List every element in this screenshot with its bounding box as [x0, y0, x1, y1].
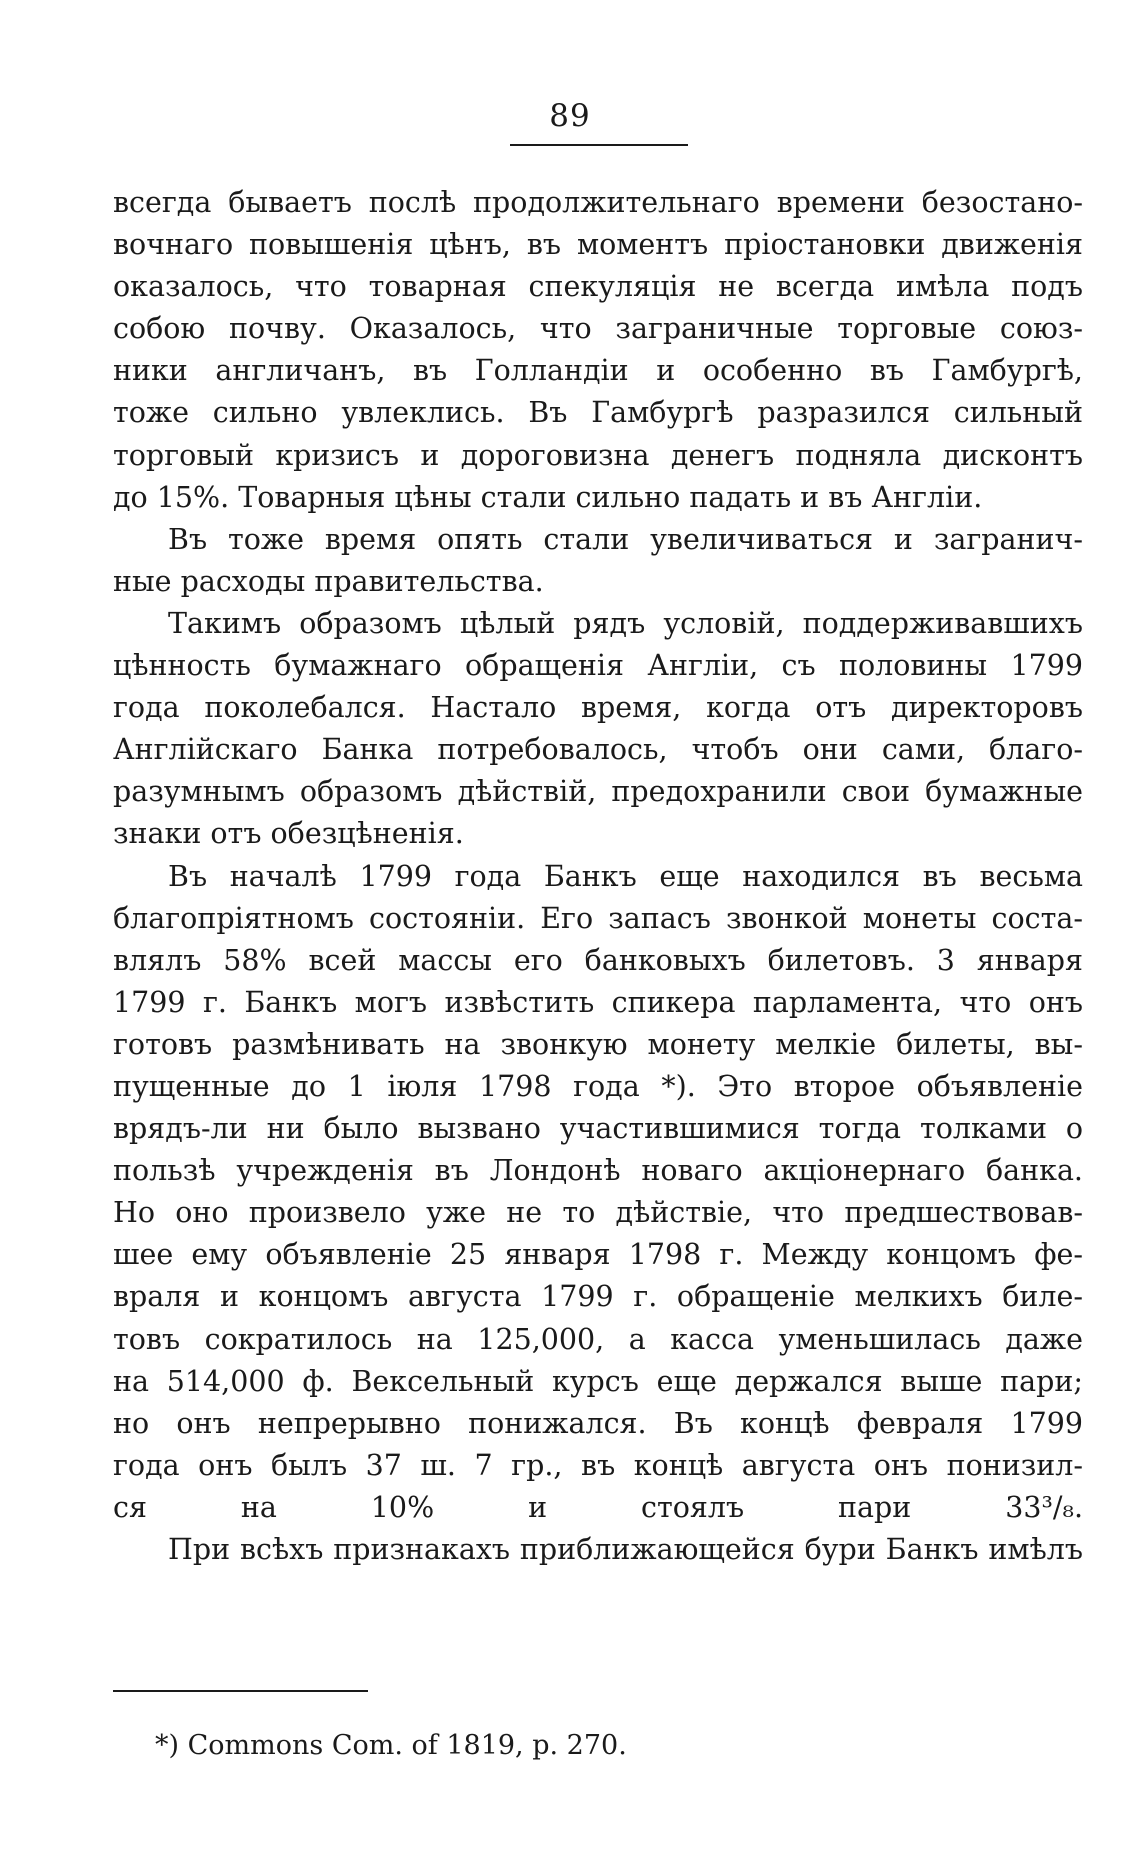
- text-line: шее ему объявленіе 25 января 1798 г. Между концомъ фе-: [113, 1238, 1083, 1272]
- text-line: товъ сократилось на 125,000, а касса уменьшилась даже: [113, 1322, 1083, 1356]
- text-line: благопріятномъ состояніи. Его запасъ звонкой монеты соста-: [113, 901, 1083, 935]
- text-line: 1799 г. Банкъ могъ извѣстить спикера парламента, что онъ: [113, 985, 1083, 1019]
- paragraph: [113, 603, 1083, 856]
- page-number-underline: [510, 144, 688, 146]
- text-line: влялъ 58% всей массы его банковыхъ билетовъ. 3 января: [113, 943, 1083, 977]
- text-line: всегда бываетъ послѣ продолжительнаго времени безостано-: [113, 186, 1083, 219]
- text-line: разумнымъ образомъ дѣйствій, предохранили свои бумажные: [113, 775, 1083, 809]
- text-line: собою почву. Оказалось, что заграничные торговые союз-: [113, 312, 1083, 346]
- text-line: тоже сильно увлеклись. Въ Гамбургѣ разразился сильный: [113, 396, 1083, 430]
- text-line: года онъ былъ 37 ш. 7 гр., въ концѣ августа онъ понизил-: [113, 1448, 1083, 1482]
- paragraph: [113, 1529, 1083, 1571]
- text-line: ные расходы правительства.: [113, 564, 544, 598]
- text-line: вочнаго повышенія цѣнъ, въ моментъ пріостановки движенія: [113, 228, 1083, 262]
- footnote-separator: [113, 1690, 368, 1692]
- text-line: Въ тоже время опять стали увеличиваться и загранич-: [168, 522, 1083, 556]
- text-line: ники англичанъ, въ Голландіи и особенно въ Гамбургѣ,: [113, 354, 1083, 388]
- text-line: ся на 10% и стоялъ пари 33³/₈.: [113, 1490, 1083, 1524]
- text-line: готовъ размѣнивать на звонкую монету мелкіе билеты, вы-: [113, 1027, 1083, 1061]
- text-line: Въ началѣ 1799 года Банкъ еще находился въ весьма: [168, 859, 1083, 893]
- text-line: врядъ-ли ни было вызвано участившимися тогда толками о: [113, 1112, 1083, 1146]
- text-line: знаки отъ обезцѣненія.: [113, 817, 464, 851]
- text-line: Такимъ образомъ цѣлый рядъ условій, поддерживавшихъ: [168, 606, 1083, 640]
- footnote: *) Commons Com. of 1819, p. 270.: [155, 1730, 627, 1761]
- text-line: торговый кризисъ и дороговизна денегъ подняла дисконтъ: [113, 438, 1083, 472]
- text-line: оказалось, что товарная спекуляція не всегда имѣла подъ: [113, 270, 1083, 304]
- text-line: до 15%. Товарныя цѣны стали сильно падать и въ Англіи.: [113, 480, 983, 514]
- text-line: Но оно произвело уже не то дѣйствіе, что предшествовав-: [113, 1196, 1083, 1230]
- text-line: но онъ непрерывно понижался. Въ концѣ февраля 1799: [113, 1406, 1083, 1440]
- text-line: враля и концомъ августа 1799 г. обращеніе мелкихъ биле-: [113, 1280, 1083, 1314]
- page-number: 89: [549, 98, 591, 134]
- text-line: Англійскаго Банка потребовалось, чтобъ они сами, благо-: [113, 733, 1083, 767]
- text-line: года поколебался. Настало время, когда отъ директоровъ: [113, 691, 1083, 725]
- text-line: пользѣ учрежденія въ Лондонѣ новаго акціонернаго банка.: [113, 1154, 1083, 1188]
- text-line: на 514,000 ф. Вексельный курсъ еще держался выше пари;: [113, 1364, 1083, 1398]
- paragraph: [113, 856, 1083, 1530]
- paragraph: [113, 519, 1083, 603]
- text-line: пущенные до 1 іюля 1798 года *). Это второе объявленіе: [113, 1069, 1083, 1103]
- paragraph: [113, 182, 1083, 519]
- body-text: [113, 182, 1083, 1571]
- text-line: При всѣхъ признакахъ приближающейся бури Банкъ имѣлъ: [168, 1533, 1083, 1566]
- text-line: цѣнность бумажнаго обращенія Англіи, съ половины 1799: [113, 649, 1083, 683]
